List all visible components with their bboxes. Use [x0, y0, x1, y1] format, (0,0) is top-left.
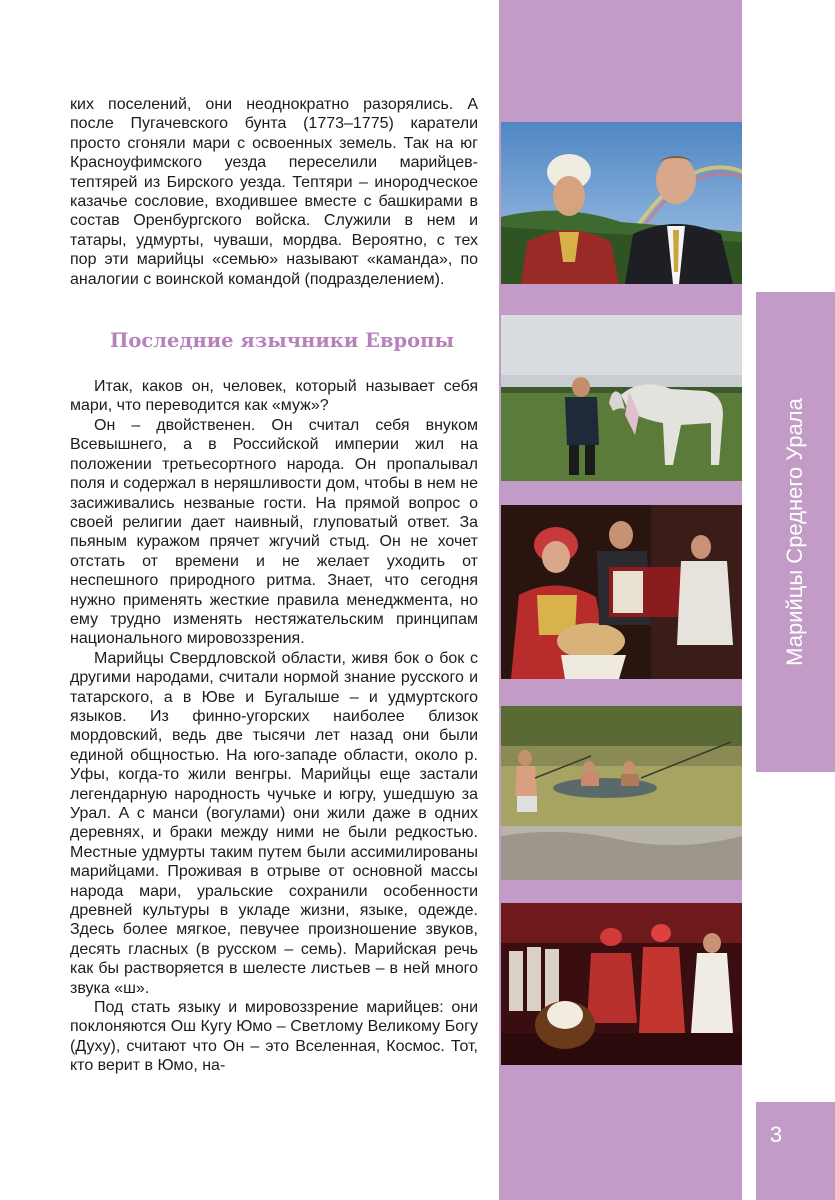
- page-number: 3: [769, 1122, 783, 1147]
- paragraph: Марийцы Свердловской области, живя бок о бок с другими народами, считали нормой знание русского и татарского, а в Юве и Бугалыше – и удмуртского языков. Из финно-угорских наиболее близок мордовский, ведь две тысячи лет назад они были единой общностью. На юго-западе области, около р. Уфы, когда-то жили венгры. Марийцы еще застали легендарную народность чучьке и югру, ушедшую за Урал. А с манси (вогулами) они жили даже в одних деревнях, и браки между ними не были редкостью. Местные удмурты таким путем были ассимилированы марийцами. Проживая в отрыве от основной массы народа мари, уральские сохранили особенности древней культуры в укладе жизни, языке, одежде. Здесь более мягкое, певучее произношение звуков, десять гласных (в русском – семь). Марийская речь как бы растворяется в шелесте листьев – в ней много звука «ш».: [70, 649, 478, 997]
- paragraph: Итак, каков он, человек, который называет себя мари, что переводится как «муж»?: [70, 378, 478, 415]
- chapter-title: Марийцы Среднего Урала: [782, 398, 807, 666]
- section-title: Последние язычники Европы: [110, 329, 454, 353]
- photo-man-with-horse: [501, 315, 742, 481]
- photo-river-boat: [501, 706, 742, 880]
- page-number-tab: [756, 1102, 835, 1200]
- article-text: [70, 95, 478, 1076]
- intro-paragraph: ких поселений, они неоднократно разорялись. А после Пугачевского бунта (1773–1775) каратели просто сгоняли мари с освоенных земель. Так на юг Красноуфимского уезда переселили марийцев-тептярей из Бирского уезда. Тептяри – инородческое казачье сословие, входившее вместе с башкирами в состав Оренбургского войска. Служили в нем и татары, удмурты, чуваши, мордва. Вероятно, с тех пор эти марийцы «семью» называют «каманда», по аналогии с воинской командой (подразделением).: [70, 96, 478, 288]
- chapter-tab: [756, 292, 835, 772]
- photo-woman-with-bread: [501, 505, 742, 679]
- photo-two-men-rainbow: [501, 122, 742, 284]
- photo-folk-ensemble: [501, 903, 742, 1065]
- paragraph: Он – двойственен. Он считал себя внуком Всевышнего, а в Российской империи жил на положении третьесортного народа. Он пропалывал поля и содержал в неряшливости дом, чтобы в нем не засиживались незваные гости. На прямой вопрос о своей религии дает наивный, глуповатый ответ. За пьяным куражом прячет жгучий стыд. Он не хочет отстать от времени и не желает уходить от неспешного природного ритма. Знает, что сегодня нужно применять жесткие правила менеджмента, но ему трудно изменять нестяжательским принципам национального мировоззрения.: [70, 416, 478, 648]
- paragraph: Под стать языку и мировоззрение марийцев: они поклоняются Ош Кугу Юмо – Светлому Великому Богу (Духу), считают что Он – это Вселенная, Космос. Тот, кто верит в Юмо, на-: [70, 999, 478, 1075]
